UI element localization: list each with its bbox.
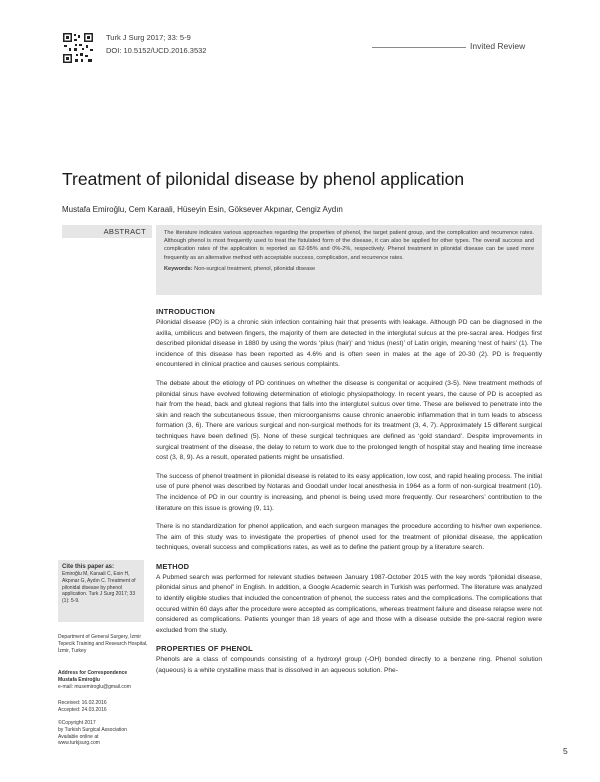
correspondence — [58, 670, 148, 690]
accepted-date: Accepted: 24.03.2016 — [58, 706, 107, 713]
cite-title: Cite this paper as: — [62, 564, 115, 570]
introduction-heading: INTRODUCTION — [156, 307, 216, 316]
keywords-label: Keywords: — [164, 265, 193, 272]
journal-citation: Turk J Surg 2017; 33: 5-9 — [106, 33, 191, 42]
article-title: Treatment of pilonidal disease by phenol application — [62, 169, 465, 189]
qr-code-icon — [62, 32, 94, 64]
method-heading: METHOD — [156, 561, 190, 571]
cite-text: Emiroğlu M, Karaali C, Esin H, Akpınar G, Aydın C. Treatment of pilonidal disease by phenol application. Turk J Surg 2017; 33 (1): 5-9. — [62, 571, 136, 605]
paragraph: Pilonidal disease (PD) is a chronic skin infection containing hair that presents with leakage. Although PD can be diagnosed in the axilla, umbilicus and between fingers, the majority of them are detected in the interglutal sulcus at the pre-sacral area. Hodges first described pilonidal disease in 1880 by using the words ‘pilus (hair)’ and ‘nidus (nest)’ of Latin origin, meaning ‘nest of hairs’ (1). The incidence of this disease has been reported as 4.6% and is often seen in males at the age of 20-30 (2). PD is frequently encountered in clinical practice and causes serious complaints. — [156, 319, 542, 369]
paragraph: There is no standardization for phenol application, and each surgeon manages the procedure according to his/her own experience. The aim of this study was to investigate the properties of phenol used for the treatment of pilonidal disease, the application techniques, overall success and complications rates, as well as to define the patient group by a literature search. — [156, 523, 542, 552]
header-divider — [372, 47, 466, 48]
phenol-heading: PROPERTIES OF PHENOL — [156, 644, 253, 654]
website-link[interactable]: www.turkjsurg.com — [58, 740, 100, 747]
author-list: Mustafa Emiroğlu, Cem Karaali, Hüseyin Esin, Göksever Akpınar, Cengiz Aydın — [62, 205, 343, 214]
correspondence-email[interactable]: e-mail: musemiroglu@gmail.com — [58, 683, 131, 690]
keywords-text: Non-surgical treatment, phenol, pilonidal disease — [194, 265, 316, 272]
keywords — [164, 265, 534, 273]
affiliation: Department of General Surgery, İzmir Tepecik Training and Research Hospital, İzmir, Turkey — [58, 634, 148, 654]
paragraph: The success of phenol treatment in pilonidal disease is related to its easy application, low cost, and rapid healing process. The initial use of pure phenol was described by Notaras and Goodall under local anesthesia in 1964 as a form of non-surgical treatment (10). The incidence of PD in our country is increasing, and phenol is being used more frequently. Our researchers’ contribution to the literature on this issue is growing (9, 11). — [156, 472, 542, 512]
received-date: Received: 16.02.2016 — [58, 700, 107, 706]
abstract-box — [156, 225, 542, 295]
copyright-holder: by Turkish Surgical Association — [58, 726, 127, 733]
correspondence-title: Address for Correspondence — [58, 670, 128, 676]
doi: DOI: 10.5152/UCD.2016.3532 — [106, 46, 207, 55]
correspondence-name: Mustafa Emiroğlu — [58, 676, 100, 683]
page-number: 5 — [563, 746, 568, 756]
cite-box — [58, 560, 144, 622]
article-body — [156, 307, 542, 677]
dates — [58, 700, 148, 714]
paragraph: Phenols are a class of compounds consisting of a hydroxyl group (-OH) bonded directly to a benzene ring. Phenol solution (aqueous) is a white crystalline mass that is dissolved in an aqueous solution. Phe- — [156, 656, 542, 675]
abstract-label: ABSTRACT — [62, 225, 152, 238]
copyright-line: ©Copyright 2017 — [58, 720, 96, 726]
paragraph: The debate about the etiology of PD continues on whether the disease is congenital or acquired (3-5). New treatment methods of pilonidal sinus have evolved following determination of etiologic physiopathology. In recent years, the cause of PD is accepted as hair from the head, back and gluteal regions that falls into the interglutel sulcus over time. These are believed to penetrate into the skin and reach the subcutaneous tissue, then microorganisms cause chronic anaerobic inflammation that in turn leads to abscess formation (3, 6). There are various surgical and non-surgical methods for its treatment (3, 4, 7). Approximately 15 different surgical techniques have been defined (5). None of these surgical techniques are defined as ‘gold standard’. Despite improvements in surgical treatment of the disease, the delay to return to work due to the prolonged length of hospital stay and healing time increase cost (3, 8, 9). As a result, operated patients might be unsatisfied. — [156, 379, 542, 462]
abstract-text: The literature indicates various approaches regarding the properties of phenol, the target patient group, and the complication and recurrence rates. Although phenol is most frequently used to treat the fistulated form of the disease, it can also be applied for other types. The overall success and complication rates of the application is reported as 62-95% and 0%-2%, respectively. Phenol treatment in pilonidal disease can be used more frequently as an alternative method with acceptable success, complication, and recurrence rates. — [164, 230, 534, 261]
paragraph: A Pubmed search was performed for relevant studies between January 1987-October 2015 with the key words “pilonidal disease, pilonidal sinus and phenol” in English. In addition, a Google Academic search in Turkish was performed. The literature was analyzed to identify eligible studies that included the concentration of phenol, the success rates and the complications. The complications that occured within 60 days after the procedure were accepted as complications, whereas treatment failure and disease relapse were not considered as complications. Patients younger than 18 years of age and those with a disease outside the pre-sacral region were excluded from the study. — [156, 573, 542, 634]
available-online: Available online at — [58, 733, 99, 740]
copyright — [58, 720, 148, 747]
section-type-label: Invited Review — [470, 41, 526, 51]
